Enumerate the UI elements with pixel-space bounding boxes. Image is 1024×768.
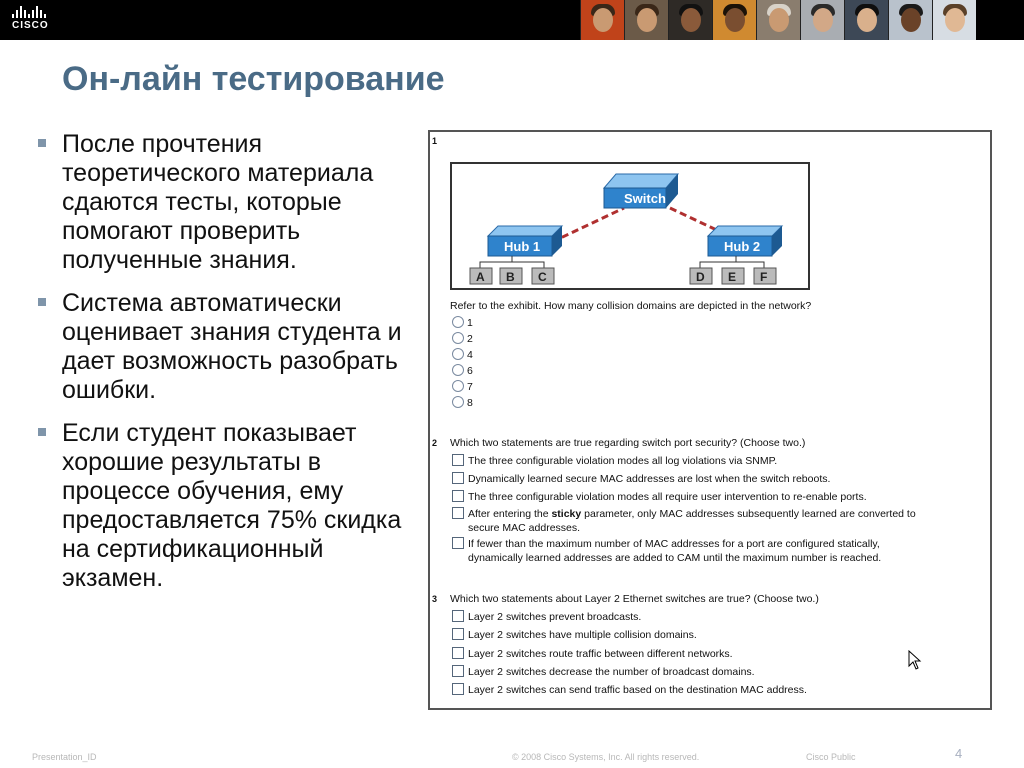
svg-text:F: F [760, 270, 768, 284]
host-a-icon [470, 268, 492, 284]
copyright-text: © 2008 Cisco Systems, Inc. All rights reserved. [512, 752, 700, 762]
question-text: Which two statements about Layer 2 Ethernet switches are true? (Choose two.) [450, 593, 819, 605]
switch-icon [604, 174, 678, 208]
bullet-marker-icon [38, 298, 46, 306]
slide-title: Он-лайн тестирование [62, 60, 445, 98]
checkbox[interactable] [452, 610, 464, 622]
checkbox[interactable] [452, 490, 464, 502]
answer-option[interactable]: Layer 2 switches can send traffic based on the destination MAC address. [452, 683, 807, 697]
answer-option[interactable]: The three configurable violation modes all log violations via SNMP. [452, 454, 777, 468]
header-photo [624, 0, 668, 40]
question-text: Refer to the exhibit. How many collision domains are depicted in the network? [450, 300, 812, 312]
bullet-text: После прочтения теоретического материала сдаются тесты, которые помогают проверить полученные знания. [62, 130, 374, 274]
header-photo-strip [580, 0, 976, 40]
hub2-icon [708, 226, 782, 256]
question-number: 1 [432, 136, 438, 146]
bullet-item [38, 289, 408, 405]
answer-option[interactable]: 8 [452, 396, 473, 410]
host-e-icon [722, 268, 744, 284]
radio-button[interactable] [452, 332, 464, 344]
mouse-cursor-icon [908, 650, 922, 670]
checkbox[interactable] [452, 454, 464, 466]
network-diagram [450, 162, 810, 290]
cisco-logo-text: CISCO [12, 20, 49, 31]
presentation-id: Presentation_ID [32, 752, 97, 762]
hub1-label: Hub 1 [504, 239, 541, 254]
answer-option[interactable]: 7 [452, 380, 473, 394]
cisco-logo-bars [12, 6, 60, 18]
host-c-icon [532, 268, 554, 284]
checkbox[interactable] [452, 507, 464, 519]
cisco-logo [12, 6, 60, 34]
header-photo [844, 0, 888, 40]
bullet-item [38, 419, 408, 593]
radio-button[interactable] [452, 396, 464, 408]
question-number: 3 [432, 594, 438, 604]
bullet-list [38, 130, 408, 607]
header-photo [932, 0, 976, 40]
svg-text:C: C [538, 270, 547, 284]
header-photo [888, 0, 932, 40]
network-topology [452, 164, 808, 288]
answer-option[interactable]: Layer 2 switches prevent broadcasts. [452, 610, 641, 624]
radio-button[interactable] [452, 364, 464, 376]
question-text: Which two statements are true regarding switch port security? (Choose two.) [450, 437, 806, 449]
switch-label: Switch [624, 191, 666, 206]
header-photo [580, 0, 624, 40]
answer-option[interactable]: Dynamically learned secure MAC addresses are lost when the switch reboots. [452, 472, 830, 486]
header-photo [800, 0, 844, 40]
bullet-text: Система автоматически оценивает знания студента и дает возможность разобрать ошибки. [62, 289, 402, 404]
bullet-marker-icon [38, 428, 46, 436]
top-banner [0, 0, 1024, 40]
header-photo [712, 0, 756, 40]
svg-text:A: A [476, 270, 485, 284]
checkbox[interactable] [452, 683, 464, 695]
quiz-screenshot [428, 130, 992, 710]
bullet-text: Если студент показывает хорошие результаты в процессе обучения, ему предоставляется 75% скидка на сертификационный экзамен. [62, 419, 402, 592]
classification-label: Cisco Public [806, 752, 856, 762]
answer-option[interactable]: 6 [452, 364, 473, 378]
svg-text:D: D [696, 270, 705, 284]
answer-option[interactable]: 4 [452, 348, 473, 362]
answer-option[interactable]: Layer 2 switches route traffic between different networks. [452, 647, 733, 661]
radio-button[interactable] [452, 348, 464, 360]
question-number: 2 [432, 438, 438, 448]
answer-option[interactable]: Layer 2 switches have multiple collision domains. [452, 628, 697, 642]
checkbox[interactable] [452, 647, 464, 659]
radio-button[interactable] [452, 316, 464, 328]
answer-option[interactable]: The three configurable violation modes all require user intervention to re-enable ports. [452, 490, 867, 504]
host-f-icon [754, 268, 776, 284]
checkbox[interactable] [452, 628, 464, 640]
host-d-icon [690, 268, 712, 284]
checkbox[interactable] [452, 665, 464, 677]
answer-option[interactable]: Layer 2 switches decrease the number of broadcast domains. [452, 665, 755, 679]
header-photo [756, 0, 800, 40]
answer-option[interactable]: After entering the sticky parameter, only MAC addresses subsequently learned are converted to secure MAC addresses. [452, 507, 916, 535]
bullet-item [38, 130, 408, 275]
header-photo [668, 0, 712, 40]
host-b-icon [500, 268, 522, 284]
page-number: 4 [955, 746, 963, 761]
checkbox[interactable] [452, 537, 464, 549]
answer-option[interactable]: 2 [452, 332, 473, 346]
bullet-marker-icon [38, 139, 46, 147]
answer-option[interactable]: 1 [452, 316, 473, 330]
hub2-label: Hub 2 [724, 239, 761, 254]
svg-text:B: B [506, 270, 515, 284]
checkbox[interactable] [452, 472, 464, 484]
radio-button[interactable] [452, 380, 464, 392]
svg-text:E: E [728, 270, 737, 284]
answer-option[interactable]: If fewer than the maximum number of MAC addresses for a port are configured statically, dynamically learned addresses are added to CAM until the maximum number is reached. [452, 537, 881, 565]
hub1-icon [488, 226, 562, 256]
